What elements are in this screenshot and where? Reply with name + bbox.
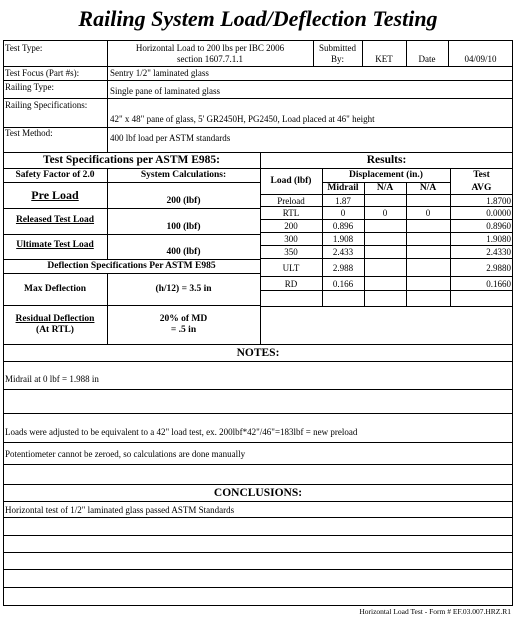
railing-type-label: Railing Type: [5, 82, 54, 92]
results-load-rtl: RTL [282, 208, 300, 218]
results-midrail-200: 0.896 [332, 221, 354, 231]
results-avg-rtl: 0.0000 [486, 208, 511, 218]
test-header: Test [473, 170, 490, 180]
results-midrail-350: 2.433 [332, 247, 354, 257]
specs-heading: Test Specifications per ASTM E985: [43, 154, 220, 166]
conclusions-line [3, 501, 513, 502]
notes-line [3, 464, 513, 465]
results-na2-rtl: 0 [425, 208, 431, 218]
released-test-load-label: Released Test Load [15, 215, 95, 225]
results-load-ult: ULT [282, 263, 300, 273]
specs-line [3, 182, 260, 183]
note-line-loads-adjusted: Loads were adjusted to be equivalent to a 42" load test, ex. 200lbf*42"/46"=183lbf = new preload [5, 427, 358, 437]
pre-load-label: Pre Load [31, 188, 79, 202]
specs-line [3, 234, 260, 235]
railing-spec-label: Railing Specifications: [5, 100, 88, 110]
notes-line [3, 389, 513, 390]
specs-line [3, 208, 260, 209]
results-midrail-ult: 2.988 [332, 263, 354, 273]
na-header-1: N/A [376, 183, 394, 193]
notes-line [3, 361, 513, 362]
conclusions-heading: CONCLUSIONS: [213, 487, 303, 499]
results-load-200: 200 [284, 221, 298, 231]
ultimate-test-load-label: Ultimate Test Load [16, 240, 94, 250]
ultimate-test-load-value: 400 (lbf) [166, 247, 201, 257]
test-type-value-line2: section 1607.7.1.1 [177, 54, 243, 64]
conclusions-line [3, 517, 513, 518]
test-type-label: Test Type: [5, 43, 43, 53]
max-deflection-label: Max Deflection [24, 284, 86, 294]
specs-line [3, 259, 260, 260]
results-line [260, 168, 513, 169]
residual-deflection-value: 20% of MD [159, 314, 208, 324]
results-line [260, 306, 513, 307]
results-avg-preload: 1.8700 [486, 196, 511, 206]
notes-line [3, 413, 513, 414]
results-midrail-preload: 1.87 [335, 196, 351, 206]
pre-load-value: 200 (lbf) [166, 196, 201, 206]
residual-deflection-label: Residual Deflection [15, 314, 95, 324]
results-heading: Results: [366, 154, 407, 166]
results-col-divider [406, 182, 407, 306]
conclusions-top-line [3, 484, 513, 485]
midrail-header: Midrail [327, 183, 359, 193]
test-method-label: Test Method: [5, 128, 53, 138]
results-load-300: 300 [284, 234, 298, 244]
page-title: Railing System Load/Deflection Testing [78, 6, 438, 31]
results-avg-300: 1.9080 [486, 234, 511, 244]
test-method-value: 400 lbf load per ASTM standards [110, 133, 231, 143]
results-na1-rtl: 0 [382, 208, 388, 218]
header-row-line [3, 98, 513, 99]
test-type-value-line1: Horizontal Load to 200 lbs per IBC 2006 [135, 43, 285, 53]
results-line [260, 232, 513, 233]
specs-line [3, 273, 260, 274]
na-header-2: N/A [419, 183, 437, 193]
test-focus-label: Test Focus (Part #s): [5, 68, 80, 78]
notes-heading: NOTES: [236, 347, 280, 359]
notes-line [3, 442, 513, 443]
note-line-potentiometer: Potentiometer cannot be zeroed, so calculations are done manually [5, 449, 246, 459]
submitted-by-label: By: [330, 54, 344, 64]
note-line-midrail: Midrail at 0 lbf = 1.988 in [5, 374, 99, 384]
railing-type-value: Single pane of laminated glass [110, 86, 220, 96]
results-midrail-rtl: 0 [340, 208, 346, 218]
avg-header: AVG [471, 183, 492, 193]
test-focus-value: Sentry 1/2" laminated glass [110, 68, 209, 78]
date-value: 04/09/10 [464, 54, 497, 64]
results-col-divider [364, 182, 365, 306]
specs-line [3, 305, 260, 306]
results-midrail-rd: 0.166 [332, 279, 354, 289]
load-header: Load (lbf) [270, 176, 312, 186]
system-calc-label: System Calculations: [140, 170, 227, 180]
results-line [260, 258, 513, 259]
displacement-header: Displacement (in.) [349, 170, 423, 180]
results-avg-350: 2.4330 [486, 247, 511, 257]
date-label: Date [418, 54, 436, 64]
railing-spec-value: 42" x 48" pane of glass, 5' GR2450H, PG2450, Load placed at 46" height [110, 114, 375, 124]
results-load-preload: Preload [277, 196, 305, 206]
results-line [260, 219, 513, 220]
conclusion-line-1: Horizontal test of 1/2" laminated glass passed ASTM Standards [5, 505, 235, 515]
max-deflection-value: (h/12) = 3.5 in [155, 284, 212, 294]
deflection-specs-heading: Deflection Specifications Per ASTM E985 [47, 261, 216, 271]
header-row-line [3, 127, 513, 128]
conclusions-line [3, 569, 513, 570]
results-avg-200: 0.8960 [486, 221, 511, 231]
specs-line [3, 168, 260, 169]
safety-factor-label: Safety Factor of 2.0 [15, 170, 95, 180]
conclusions-line [3, 552, 513, 553]
residual-deflection-sublabel: (At RTL) [36, 325, 74, 335]
submitted-label: Submitted [318, 43, 356, 53]
results-load-rd: RD [284, 279, 298, 289]
form-footer: Horizontal Load Test - Form # EF.03.007.HRZ.R1 [359, 607, 511, 616]
notes-top-line [3, 344, 513, 345]
results-line [260, 290, 513, 291]
results-line [260, 276, 513, 277]
submitted-by-value: KET [375, 54, 393, 64]
results-avg-ult: 2.9880 [486, 263, 511, 273]
conclusions-line [3, 535, 513, 536]
residual-deflection-value-2: = .5 in [170, 325, 197, 335]
released-test-load-value: 100 (lbf) [166, 222, 201, 232]
header-row-line [3, 80, 513, 81]
conclusions-line [3, 587, 513, 588]
results-load-350: 350 [284, 247, 298, 257]
results-midrail-300: 1.908 [332, 234, 354, 244]
results-line [260, 194, 513, 195]
header-row-line [3, 66, 513, 67]
results-line [260, 245, 513, 246]
results-avg-rd: 0.1660 [486, 279, 511, 289]
